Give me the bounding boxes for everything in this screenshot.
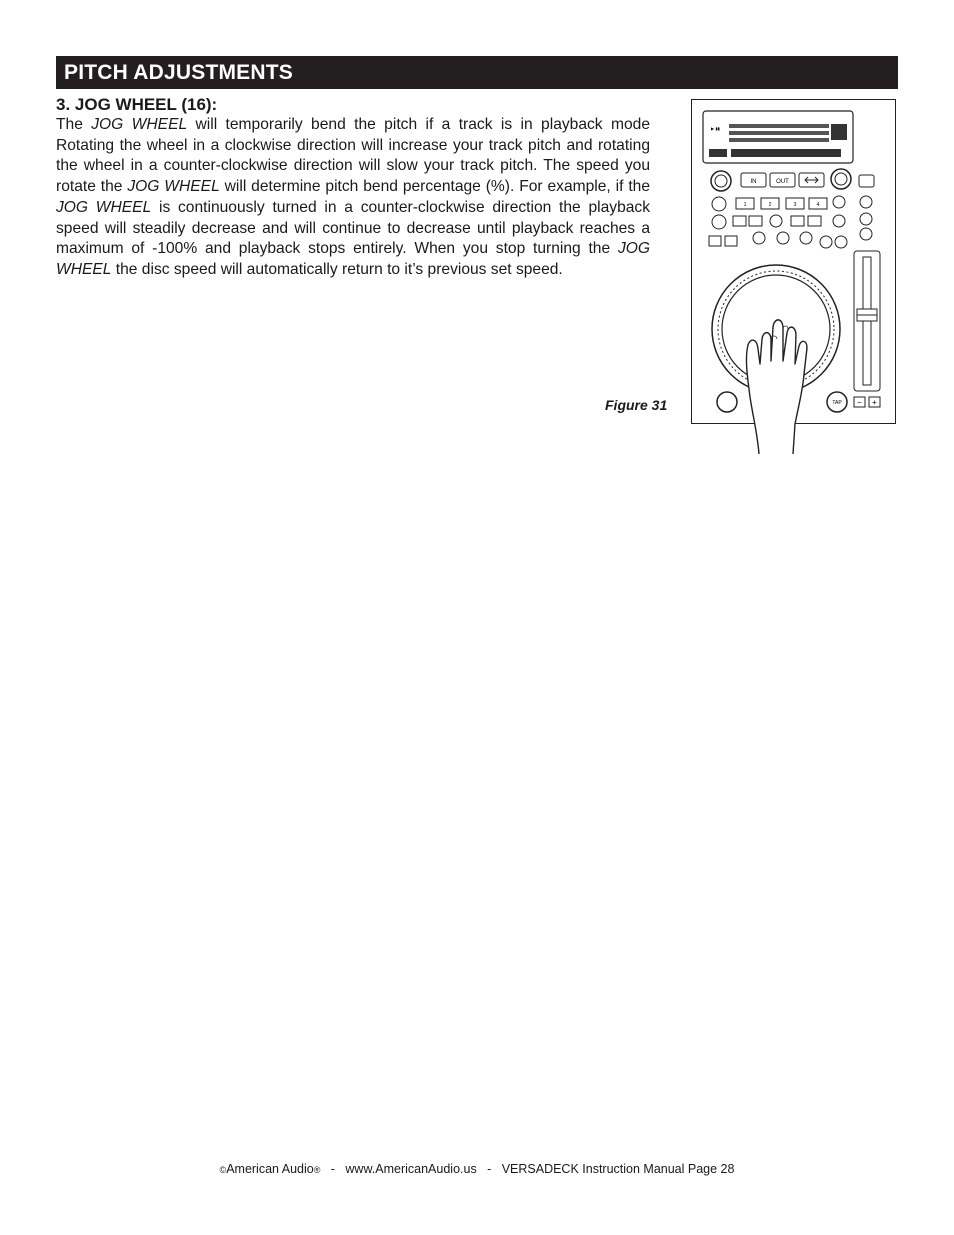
svg-text:▶ ▮▮: ▶ ▮▮: [711, 126, 720, 131]
section-title: PITCH ADJUSTMENTS: [64, 61, 293, 84]
body-paragraph: [56, 115, 650, 281]
jog-wheel-term: JOG WHEEL: [91, 116, 188, 133]
subheading: 3. JOG WHEEL (16):: [56, 95, 218, 114]
registered-symbol: ®: [313, 1165, 321, 1175]
section-banner: [56, 56, 898, 89]
paragraph-run: is continuously turned in a counter-clockwise direction the playback speed will steadily decrease and will continue to decrease until playback reaches a maximum of -100% and playback stops entirely. When you stop turning the: [56, 198, 651, 258]
jog-wheel-term: JOG WHEEL: [56, 240, 650, 278]
page-footer: [0, 1162, 954, 1176]
paragraph-run: will temporarily bend the pitch if a track is in playback mode Rotating the wheel in a clockwise direction will increase your track pitch and rotating the wheel in a counter-clockwise direction will slow your track pitch. The speed you rotate the: [56, 116, 650, 196]
paragraph-run: The: [56, 116, 92, 133]
jog-wheel-term: JOG WHEEL: [127, 178, 220, 196]
footer-text: - www.AmericanAudio.us - VERSADECK Instruction Manual Page 28: [320, 1162, 735, 1176]
figure-caption: Figure 31: [605, 397, 668, 413]
figure-31-versadeck-illustration: [691, 99, 896, 454]
paragraph-run: the disc speed will automatically return to it’s previous set speed.: [111, 260, 563, 278]
pitch-slider: [854, 251, 880, 391]
cue4-label: 4: [816, 202, 820, 208]
lcd-display: [703, 111, 853, 163]
pitch-minus-label: −: [857, 398, 862, 407]
jog-wheel-term: JOG WHEEL: [56, 198, 152, 216]
paragraph-run: will determine pitch bend percentage (%). For example, if the: [219, 178, 651, 196]
cue3-label: 3: [793, 202, 797, 208]
tap-button-label: TAP: [832, 400, 842, 406]
footer-brand: American Audio: [226, 1162, 314, 1176]
cue2-label: 2: [768, 202, 772, 208]
versadeck-drawing: [691, 99, 896, 454]
pitch-plus-label: +: [872, 398, 877, 407]
out-button-label: OUT: [776, 179, 789, 185]
copyright-symbol: ©: [219, 1165, 227, 1175]
in-button-label: IN: [750, 179, 757, 185]
cue1-label: 1: [743, 202, 747, 208]
